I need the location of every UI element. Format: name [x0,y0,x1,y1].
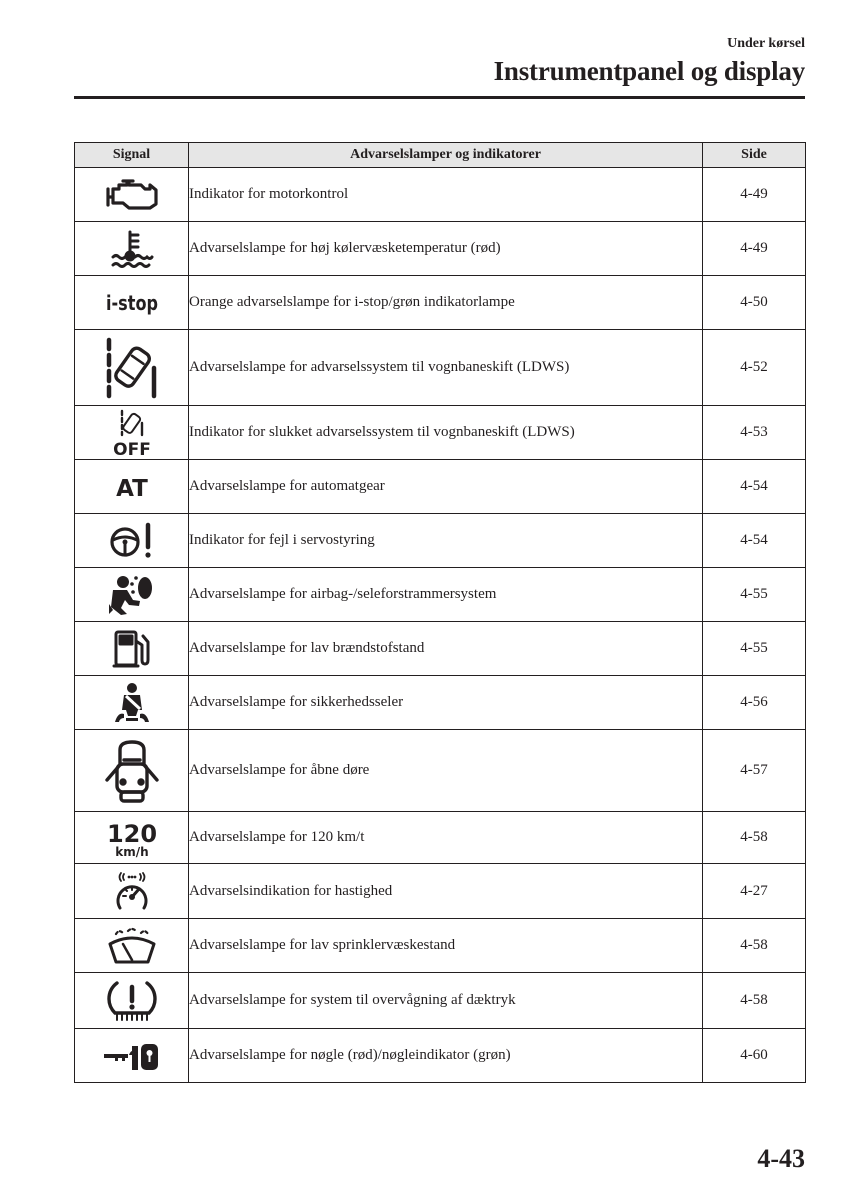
page-cell: 4-52 [703,330,806,406]
description-cell: Advarselslampe for automatgear [189,460,703,514]
signal-cell [75,730,189,812]
page-cell: 4-55 [703,622,806,676]
signal-cell [75,1029,189,1083]
signal-cell [75,222,189,276]
description-cell: Indikator for motorkontrol [189,168,703,222]
at-label: AT [115,475,148,502]
title-rule [74,96,805,99]
page-cell: 4-56 [703,676,806,730]
page-number: 4-43 [757,1144,805,1173]
table-row [75,1029,806,1083]
page-cell: 4-54 [703,460,806,514]
section-label: Under kørsel [727,36,805,51]
table-row [75,676,806,730]
signal-cell [75,864,189,919]
description-cell: Advarselslampe for airbag-/seleforstrammersystem [189,568,703,622]
page-title: Instrumentpanel og display [493,56,805,86]
speed-value: 120 [106,819,157,848]
table-row [75,568,806,622]
seatbelt-icon [112,682,152,724]
page-cell: 4-60 [703,1029,806,1083]
key-icon [102,1039,162,1073]
table-header-row [75,143,806,168]
page-cell: 4-49 [703,222,806,276]
automatic-gear-icon [110,472,154,502]
page-cell: 4-57 [703,730,806,812]
description-cell: Advarselslampe for lav brændstofstand [189,622,703,676]
door-open-icon [102,738,162,804]
engine-check-icon [105,177,159,213]
page-cell: 4-55 [703,568,806,622]
power-steering-icon [108,522,156,560]
table-row [75,622,806,676]
signal-cell [75,812,189,864]
washer-fluid-icon [106,926,158,966]
table-row [75,973,806,1029]
signal-cell [75,919,189,973]
signal-cell [75,460,189,514]
description-cell: Indikator for slukket advarselssystem til vognbaneskift (LDWS) [189,406,703,460]
table-row [75,919,806,973]
table-row [75,222,806,276]
page-cell: 4-58 [703,812,806,864]
description-cell: Advarselsindikation for hastighed [189,864,703,919]
description-cell: Advarselslampe for sikkerhedsseler [189,676,703,730]
signal-cell [75,676,189,730]
description-cell: Advarselslampe for åbne døre [189,730,703,812]
off-label: OFF [112,439,151,460]
table-row [75,330,806,406]
signal-cell [75,168,189,222]
description-cell: Advarselslampe for nøgle (rød)/nøgleindikator (grøn) [189,1029,703,1083]
column-header-page: Side [703,143,806,168]
page-cell: 4-53 [703,406,806,460]
table-row [75,730,806,812]
table-row [75,460,806,514]
page-cell: 4-49 [703,168,806,222]
table-row [75,514,806,568]
description-cell: Advarselslampe for advarselssystem til vognbaneskift (LDWS) [189,330,703,406]
lane-departure-icon [104,338,160,398]
signal-cell [75,330,189,406]
column-header-description: Advarselslamper og indikatorer [189,143,703,168]
signal-cell [75,568,189,622]
signal-cell [75,973,189,1029]
i-stop-icon [102,287,162,319]
i-stop-label: i-stop [105,290,158,315]
description-cell: Advarselslampe for system til overvågning af dæktryk [189,973,703,1029]
tire-pressure-icon [106,979,158,1023]
speed-warning-icon [112,871,152,911]
signal-cell [75,514,189,568]
page-cell: 4-58 [703,973,806,1029]
signal-cell [75,622,189,676]
fuel-pump-icon [112,629,152,669]
table-row [75,406,806,460]
table-row [75,812,806,864]
page-cell: 4-50 [703,276,806,330]
signal-cell [75,276,189,330]
table-row [75,168,806,222]
signal-cell [75,406,189,460]
column-header-signal: Signal [75,143,189,168]
speed-120-icon [108,818,156,858]
airbag-icon [107,574,157,616]
page-cell: 4-54 [703,514,806,568]
warning-lights-table [74,142,806,1083]
table-row [75,276,806,330]
description-cell: Orange advarselslampe for i-stop/grøn indikatorlampe [189,276,703,330]
coolant-temperature-icon [110,229,154,269]
table-row [75,864,806,919]
page-cell: 4-27 [703,864,806,919]
description-cell: Advarselslampe for 120 km/t [189,812,703,864]
lane-departure-off-icon [110,409,154,460]
description-cell: Advarselslampe for høj kølervæsketemperatur (rød) [189,222,703,276]
page-cell: 4-58 [703,919,806,973]
speed-unit: km/h [114,844,149,859]
description-cell: Indikator for fejl i servostyring [189,514,703,568]
description-cell: Advarselslampe for lav sprinklervæskestand [189,919,703,973]
